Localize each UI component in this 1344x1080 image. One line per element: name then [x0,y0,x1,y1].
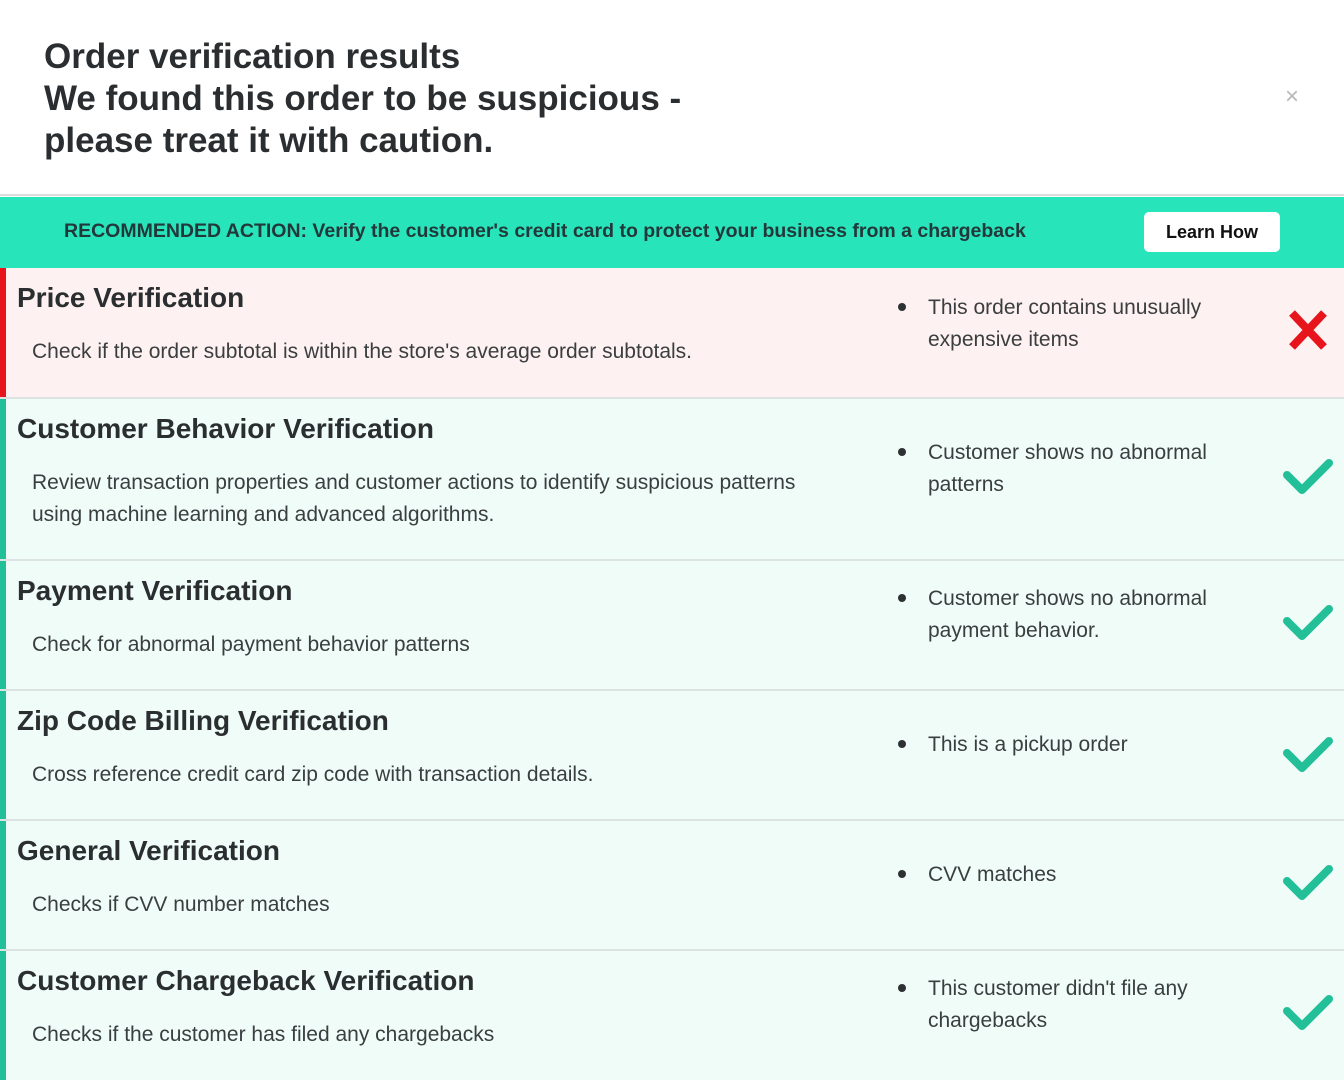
check-result [928,583,1258,647]
modal-title [44,36,724,162]
cross-icon [1282,309,1334,353]
check-result [928,292,1258,356]
check-title: Customer Behavior Verification [17,413,435,444]
check-description: Review transaction properties and customer actions to identify suspicious patterns using machine learning and advanced algorithms. [32,471,796,526]
check-result [928,859,1258,891]
bullet [898,870,906,878]
check-description: Cross reference credit card zip code with transaction details. [32,763,594,786]
check-description: Check if the order subtotal is within the store's average order subtotals. [32,340,693,363]
check-description: Checks if the customer has filed any chargebacks [32,1023,495,1046]
bullet [898,448,906,456]
check-icon [1282,735,1334,779]
check-title: Payment Verification [17,575,293,606]
check-icon [1282,603,1334,647]
check-result-text: Customer shows no abnormal patterns [928,441,1207,496]
check-row-general [0,821,1344,951]
check-title: Price Verification [17,282,245,313]
check-title: General Verification [17,835,280,866]
recommended-action-text: RECOMMENDED ACTION: Verify the customer's credit card to protect your business from a chargeback [64,220,1026,242]
check-icon [1282,993,1334,1037]
bullet [898,303,906,311]
recommended-action-banner [0,197,1344,268]
title-line: We found this order to be suspicious - [44,79,682,118]
bullet [898,594,906,602]
check-description: Check for abnormal payment behavior patterns [32,633,470,656]
check-row-zip-code-billing [0,691,1344,821]
check-row-payment [0,561,1344,691]
learn-how-button[interactable]: Learn How [1144,212,1280,252]
bullet [898,984,906,992]
title-line: Order verification results [44,37,461,76]
check-result-text: This customer didn't file any chargebacks [928,977,1188,1032]
title-line: please treat it with caution. [44,121,494,160]
check-result-text: Customer shows no abnormal payment behavior. [928,587,1207,642]
check-icon [1282,863,1334,907]
check-row-price [0,268,1344,399]
check-row-customer-behavior [0,399,1344,561]
check-title: Customer Chargeback Verification [17,965,475,996]
close-icon[interactable]: × [1284,83,1299,110]
check-title: Zip Code Billing Verification [17,705,389,736]
check-result [928,437,1258,501]
bullet [898,740,906,748]
check-description: Checks if CVV number matches [32,893,330,916]
check-result [928,729,1258,761]
check-result-text: This order contains unusually expensive items [928,296,1202,351]
modal-header [0,0,1344,196]
check-result-text: This is a pickup order [928,733,1128,756]
check-row-customer-chargeback [0,951,1344,1080]
verification-list [0,268,1344,1080]
check-result-text: CVV matches [928,863,1057,886]
check-result [928,973,1258,1037]
check-icon [1282,457,1334,501]
